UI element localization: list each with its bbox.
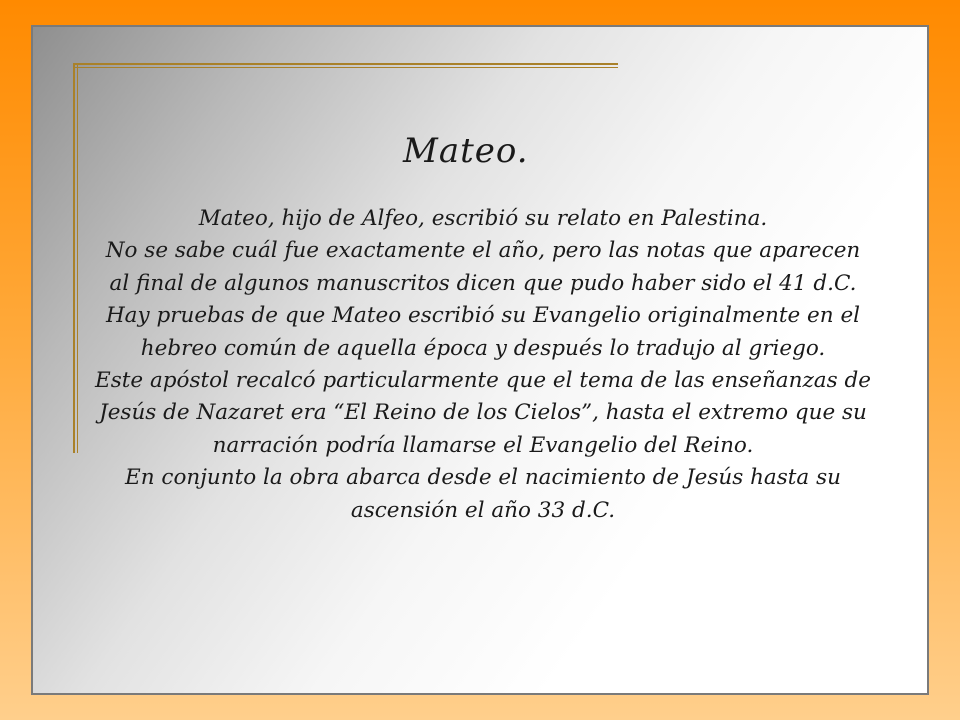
decorative-frame-left	[73, 63, 78, 453]
slide-body	[93, 203, 873, 527]
slide-title: Mateo.	[403, 131, 529, 171]
slide-panel	[31, 25, 929, 695]
decorative-frame-top	[73, 63, 618, 68]
paragraph-author: Mateo, hijo de Alfeo, escribió su relato en Palestina.	[198, 206, 768, 231]
paragraph-language: Hay pruebas de que Mateo escribió su Evangelio originalmente en el hebreo común de aquella época y después lo tradujo al griego.	[105, 303, 861, 361]
paragraph-date: No se sabe cuál fue exactamente el año, pero las notas que aparecen al final de algunos manuscritos dicen que pudo haber sido el 41 d.C.	[105, 238, 861, 296]
paragraph-theme: Este apóstol recalcó particularmente que el tema de las enseñanzas de Jesús de Nazaret era “El Reino de los Cielos”, hasta el extremo que su narración podría llamarse el Evangelio del Reino.	[95, 368, 871, 458]
paragraph-scope: En conjunto la obra abarca desde el nacimiento de Jesús hasta su ascensión el año 33 d.C.	[125, 465, 841, 523]
